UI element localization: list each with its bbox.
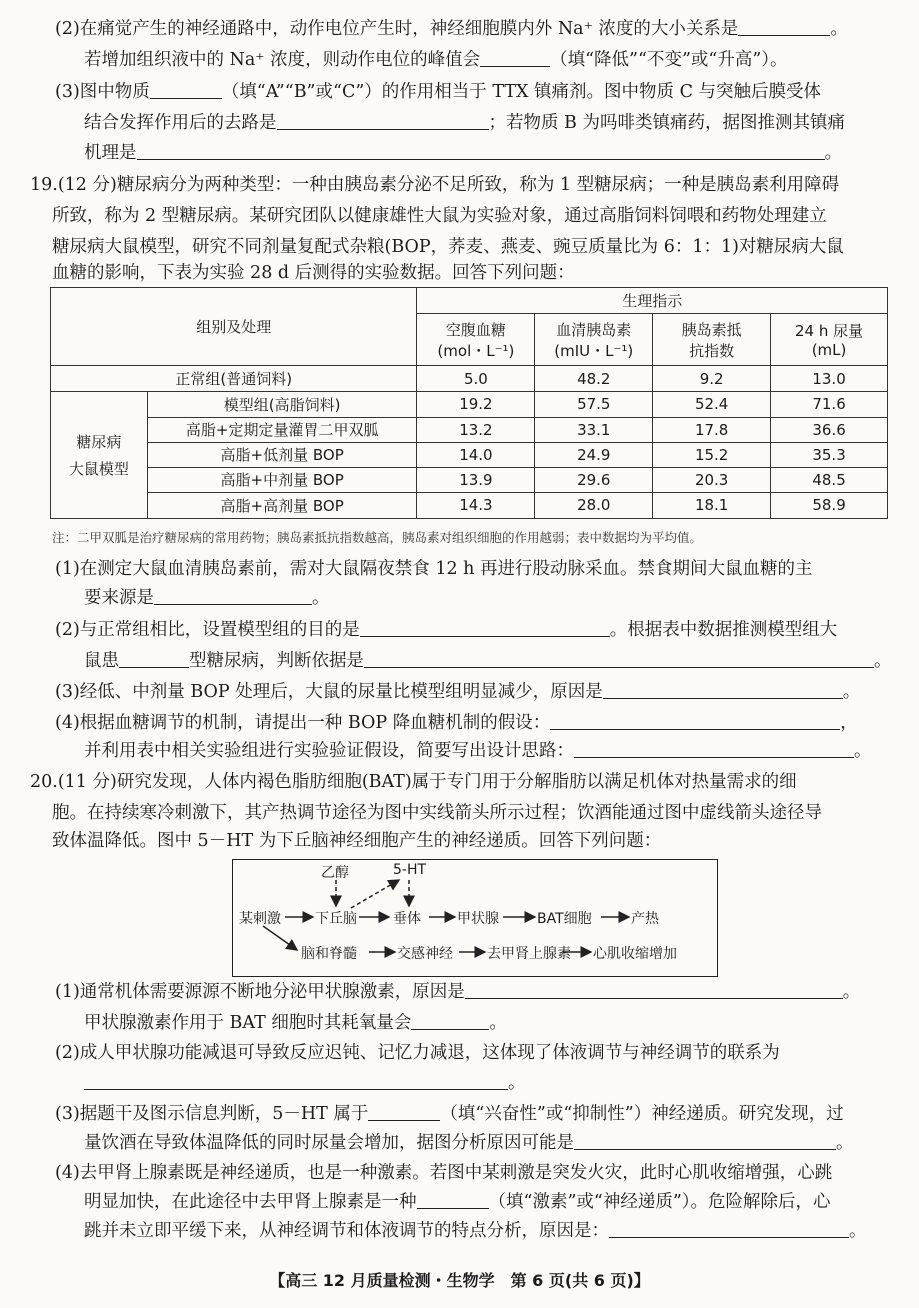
- answer-blank[interactable]: [119, 649, 189, 668]
- table-row: [51, 366, 888, 392]
- q19-part2-line1: (2)与正常组相比，设置模型组的目的是 。根据表中数据推测模型组大: [55, 620, 838, 640]
- table-row: [51, 417, 888, 442]
- table-note: 注：二甲双胍是治疗糖尿病的常用药物；胰岛素抵抗指数越高，胰岛素对组织细胞的作用越弱；表中数据均为平均值。: [52, 530, 703, 545]
- node-bat: BAT细胞: [537, 911, 592, 927]
- q18-part3-line3: 机理是 。: [84, 143, 842, 163]
- answer-blank[interactable]: [465, 980, 843, 999]
- regulation-diagram: [232, 859, 718, 977]
- q20-part3-line2: 量饮酒在导致体温降低的同时尿量会增加，据图分析原因可能是 。: [84, 1133, 854, 1153]
- q20-intro-1: 20.(11 分)研究发现，人体内褐色脂肪细胞(BAT)属于专门用于分解脂肪以满足机体对热量需求的细: [30, 772, 797, 792]
- q20-part2-line2: 。: [84, 1070, 526, 1096]
- q20-part4-line3: 跳并未立即平缓下来，从神经调节和体液调节的特点分析，原因是： 。: [84, 1221, 867, 1241]
- q18-part2-line2: 若增加组织液中的 Na⁺ 浓度，则动作电位的峰值会 （填“降低”“不变”或“升高”）。: [84, 50, 788, 70]
- table-cell: 71.6: [771, 392, 888, 417]
- answer-blank[interactable]: [609, 1219, 849, 1238]
- answer-blank[interactable]: [738, 17, 830, 36]
- table-cell: 14.3: [417, 492, 535, 518]
- table-row: [51, 392, 888, 417]
- table-cell: 17.8: [653, 417, 771, 442]
- group-header: 组别及处理: [51, 288, 417, 366]
- table-cell: 52.4: [653, 392, 771, 417]
- answer-blank[interactable]: [364, 649, 874, 668]
- q18-part2-line1: (2)在痛觉产生的神经通路中，动作电位产生时，神经细胞膜内外 Na⁺ 浓度的大小关系是 。: [55, 19, 848, 39]
- q19-part4-line1: (4)根据血糖调节的机制，请提出一种 BOP 降血糖机制的假设： ，: [55, 713, 858, 733]
- node-stimulus: 某刺激: [239, 911, 281, 927]
- column-header: 血清胰岛素 (mIU・L⁻¹): [535, 314, 653, 366]
- row-label: 高脂+高剂量 BOP: [147, 492, 417, 518]
- answer-blank[interactable]: [603, 680, 843, 699]
- row-label: 高脂+定期定量灌胃二甲双胍: [147, 417, 417, 442]
- node-ethanol: 乙醇: [321, 865, 349, 881]
- model-group-label: 糖尿病 大鼠模型: [51, 392, 148, 519]
- table-cell: 19.2: [417, 392, 535, 417]
- answer-blank[interactable]: [550, 711, 840, 730]
- node-pituitary: 垂体: [393, 911, 421, 927]
- answer-blank[interactable]: [277, 111, 489, 130]
- table-cell: 5.0: [417, 366, 535, 392]
- q19-intro-3: 糖尿病大鼠模型，研究不同剂量复配式杂粮(BOP，荞麦、燕麦、豌豆质量比为 6：1：1)对糖尿病大鼠: [52, 237, 844, 257]
- table-cell: 57.5: [535, 392, 653, 417]
- q19-intro-2: 所致，称为 2 型糖尿病。某研究团队以健康雄性大鼠为实验对象，通过高脂饲料饲喂和药物处理建立: [52, 206, 827, 226]
- node-heart: 心肌收缩增加: [593, 946, 677, 962]
- column-header: 空腹血糖 (mol・L⁻¹): [417, 314, 535, 366]
- node-thyroid: 甲状腺: [457, 911, 499, 927]
- answer-blank[interactable]: [137, 141, 825, 160]
- q20-part4-line1: (4)去甲肾上腺素既是神经递质，也是一种激素。若图中某刺激是突发火灾，此时心肌收缩增强，心跳: [55, 1163, 833, 1183]
- column-header: 胰岛素抵 抗指数: [653, 314, 771, 366]
- node-brain-spinal: 脑和脊髓: [301, 946, 357, 962]
- table-header-row: [51, 288, 888, 314]
- indicator-header: 生理指示: [417, 288, 888, 314]
- q20-part2-line1: (2)成人甲状腺功能减退可导致反应迟钝、记忆力减退，这体现了体液调节与神经调节的联系为: [55, 1043, 780, 1063]
- table-cell: 36.6: [771, 417, 888, 442]
- answer-blank[interactable]: [574, 739, 854, 758]
- row-label: 高脂+低剂量 BOP: [147, 442, 417, 467]
- table-cell: 20.3: [653, 467, 771, 492]
- table-cell: 9.2: [653, 366, 771, 392]
- row-label: 高脂+中剂量 BOP: [147, 467, 417, 492]
- answer-blank[interactable]: [360, 618, 610, 637]
- answer-blank[interactable]: [411, 1011, 489, 1030]
- table-cell: 58.9: [771, 492, 888, 518]
- node-hypothalamus: 下丘脑: [315, 911, 357, 927]
- q20-part3-line1: (3)据题干及图示信息判断，5－HT 属于 （填“兴奋性”或“抑制性”）神经递质。研究发现，过: [55, 1104, 844, 1124]
- node-5ht: 5-HT: [393, 862, 427, 878]
- q19-part4-line2: 并利用表中相关实验组进行实验验证假设，简要写出设计思路： 。: [84, 741, 872, 761]
- node-sympathetic: 交感神经: [397, 946, 453, 962]
- answer-blank[interactable]: [480, 48, 550, 67]
- node-norepinephrine: 去甲肾上腺素: [487, 946, 571, 962]
- answer-blank[interactable]: [150, 80, 222, 99]
- answer-blank[interactable]: [84, 1071, 508, 1090]
- q19-part1-line1: (1)在测定大鼠血清胰岛素前，需对大鼠隔夜禁食 12 h 再进行股动脉采血。禁食期间大鼠血糖的主: [55, 559, 813, 579]
- answer-blank[interactable]: [574, 1131, 836, 1150]
- table-cell: 28.0: [535, 492, 653, 518]
- table-cell: 48.2: [535, 366, 653, 392]
- row-label: 模型组(高脂饲料): [147, 392, 417, 417]
- table-row: [51, 492, 888, 518]
- table-cell: 48.5: [771, 467, 888, 492]
- q20-part1-line2: 甲状腺激素作用于 BAT 细胞时其耗氧量会 。: [84, 1013, 507, 1033]
- node-heat: 产热: [631, 911, 659, 927]
- table-cell: 13.0: [771, 366, 888, 392]
- table-cell: 13.9: [417, 467, 535, 492]
- q20-part4-line2: 明显加快，在此途径中去甲肾上腺素是一种 （填“激素”或“神经递质”）。危险解除后，心: [84, 1192, 831, 1212]
- answer-blank[interactable]: [154, 586, 312, 605]
- q20-intro-3: 致体温降低。图中 5－HT 为下丘脑神经细胞产生的神经递质。回答下列问题：: [52, 831, 662, 851]
- q20-intro-2: 胞。在持续寒冷刺激下，其产热调节途径为图中实线箭头所示过程；饮酒能通过图中虚线箭头途径导: [52, 803, 822, 823]
- row-label: 正常组(普通饲料): [51, 366, 417, 392]
- data-table: [50, 287, 888, 519]
- table-cell: 29.6: [535, 467, 653, 492]
- q18-part3-line2: 结合发挥作用后的去路是 ；若物质 B 为吗啡类镇痛药，据图推测其镇痛: [84, 113, 845, 133]
- answer-blank[interactable]: [368, 1102, 440, 1121]
- page-footer: 【高三 12 月质量检测・生物学 第 6 页(共 6 页)】: [269, 1271, 650, 1290]
- q18-part3-line1: (3)图中物质 （填“A”“B”或“C”）的作用相当于 TTX 镇痛剂。图中物质 C 与突触后膜受体: [55, 82, 822, 102]
- table-cell: 24.9: [535, 442, 653, 467]
- column-header: 24 h 尿量 (mL): [771, 314, 888, 366]
- q19-part3-line1: (3)经低、中剂量 BOP 处理后，大鼠的尿量比模型组明显减少，原因是 。: [55, 682, 861, 702]
- table-cell: 15.2: [653, 442, 771, 467]
- table-cell: 13.2: [417, 417, 535, 442]
- q19-intro-4: 血糖的影响，下表为实验 28 d 后测得的实验数据。回答下列问题：: [52, 263, 575, 283]
- table-cell: 33.1: [535, 417, 653, 442]
- table-cell: 18.1: [653, 492, 771, 518]
- table-row: [51, 442, 888, 467]
- q19-part1-line2: 要来源是 。: [84, 588, 330, 608]
- table-row: [51, 467, 888, 492]
- table-cell: 14.0: [417, 442, 535, 467]
- q19-intro-1: 19.(12 分)糖尿病分为两种类型：一种由胰岛素分泌不足所致，称为 1 型糖尿病；一种是胰岛素利用障碍: [30, 175, 840, 195]
- answer-blank[interactable]: [417, 1190, 489, 1209]
- q19-part2-line2: 鼠患 型糖尿病，判断依据是 。: [84, 651, 892, 671]
- table-cell: 35.3: [771, 442, 888, 467]
- q20-part1-line1: (1)通常机体需要源源不断地分泌甲状腺激素，原因是 。: [55, 982, 861, 1002]
